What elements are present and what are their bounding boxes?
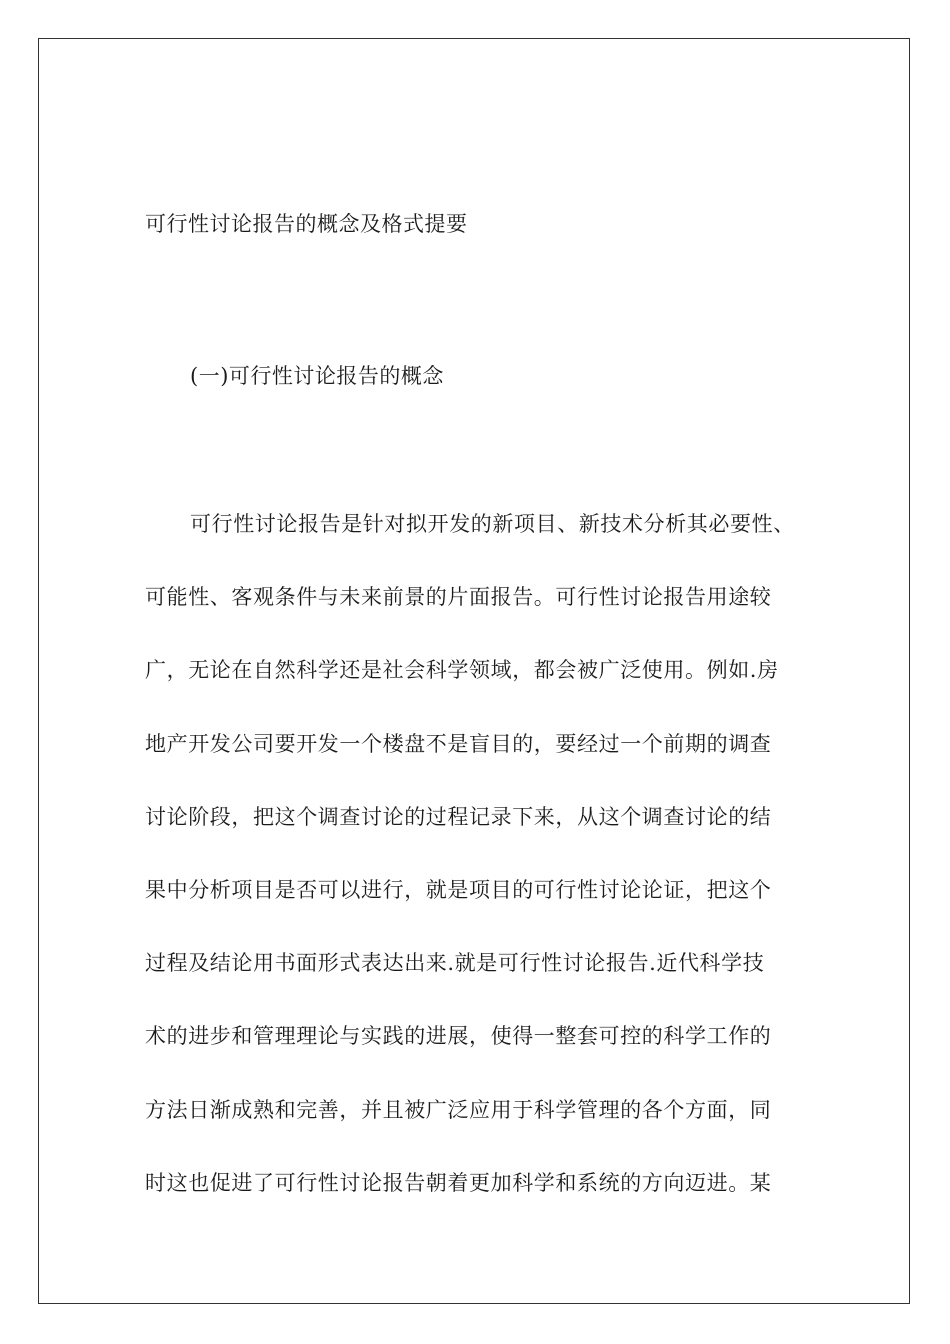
paragraph-line: 广，无论在自然科学还是社会科学领域，都会被广泛使用。例如.房 (145, 658, 779, 683)
document-title: 可行性讨论报告的概念及格式提要 (145, 212, 468, 236)
body-paragraph (145, 508, 825, 1240)
paragraph-line: 术的进步和管理理论与实践的进展，使得一整套可控的科学工作的 (145, 1024, 772, 1049)
paragraph-line: 方法日渐成熟和完善，并且被广泛应用于科学管理的各个方面，同 (145, 1097, 772, 1122)
section-heading: (一)可行性讨论报告的概念 (190, 364, 444, 388)
paragraph-line: 可行性讨论报告是针对拟开发的新项目、新技术分析其必要性、 (190, 512, 795, 536)
paragraph-line: 地产开发公司要开发一个楼盘不是盲目的，要经过一个前期的调查 (145, 731, 772, 756)
paragraph-line: 可能性、客观条件与未来前景的片面报告。可行性讨论报告用途较 (145, 585, 772, 610)
paragraph-line: 时这也促进了可行性讨论报告朝着更加科学和系统的方向迈进。某 (145, 1170, 772, 1195)
paragraph-line: 果中分析项目是否可以进行，就是项目的可行性讨论论证，把这个 (145, 877, 772, 902)
paragraph-line: 讨论阶段，把这个调查讨论的过程记录下来，从这个调查讨论的结 (145, 804, 772, 829)
paragraph-line: 过程及结论用书面形式表达出来.就是可行性讨论报告.近代科学技 (145, 951, 765, 976)
